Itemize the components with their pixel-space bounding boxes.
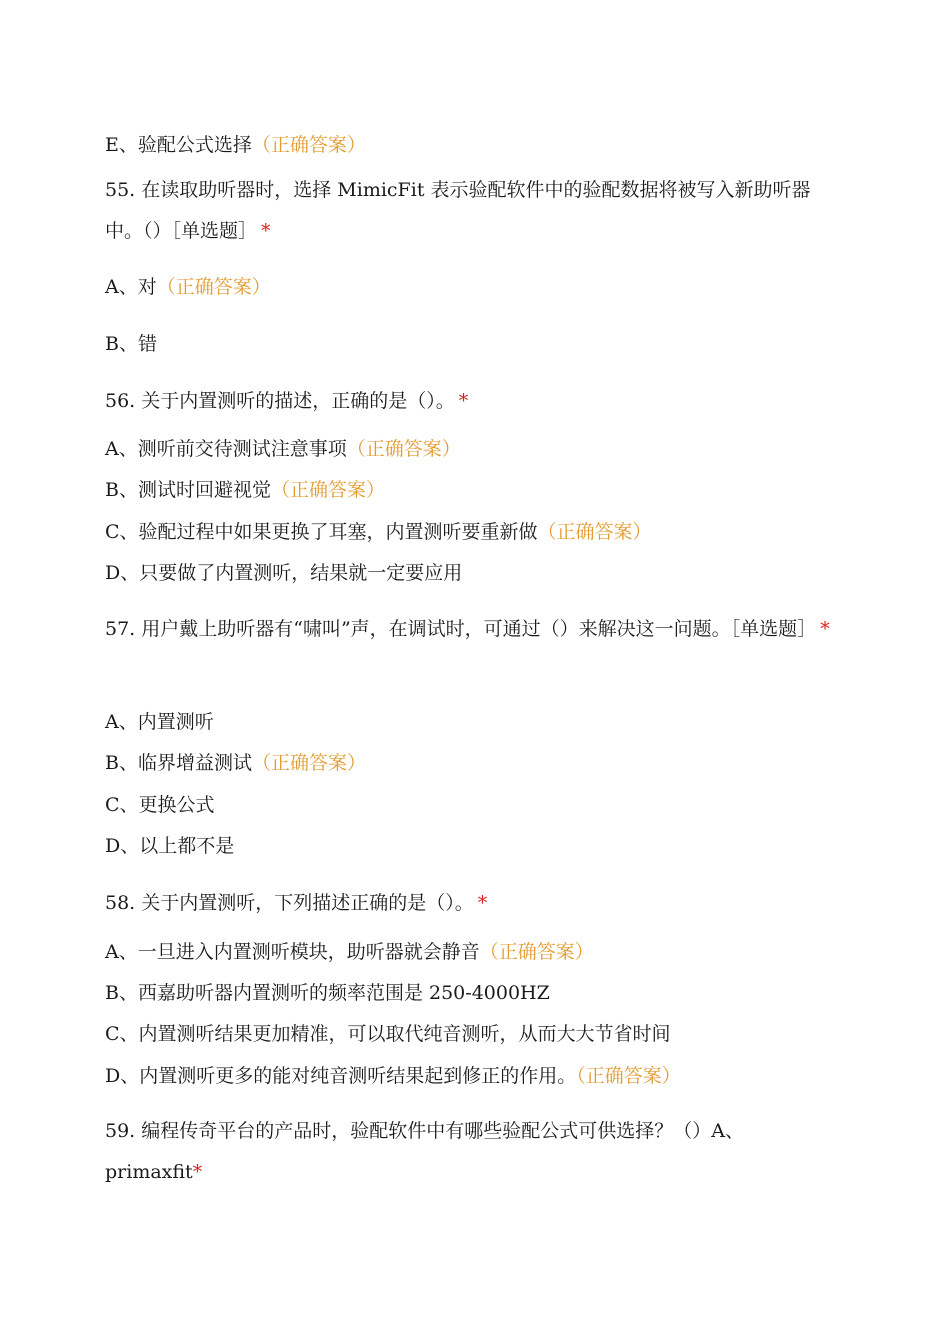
- option-56-d: [105, 561, 462, 585]
- option-text: A、测听前交待测试注意事项: [105, 438, 347, 460]
- required-asterisk: *: [261, 220, 271, 242]
- option-57-b: [105, 751, 366, 775]
- option-text: D、以上都不是: [105, 835, 235, 857]
- question-text: 59. 编程传奇平台的产品时，验配软件中有哪些验配公式可供选择？（）A、primaxfit: [105, 1120, 744, 1183]
- option-56-c: [105, 520, 652, 544]
- required-asterisk: *: [458, 390, 469, 412]
- option-text: B、临界增益测试: [105, 752, 252, 774]
- option-58-b: [105, 981, 550, 1005]
- required-asterisk: *: [820, 618, 830, 640]
- option-58-a: [105, 940, 594, 964]
- question-text: 56. 关于内置测听的描述，正确的是（）。: [105, 390, 455, 412]
- option-text: C、更换公式: [105, 794, 215, 816]
- option-prev-e: [105, 133, 366, 157]
- question-text: 58. 关于内置测听，下列描述正确的是（）。: [105, 892, 474, 914]
- required-asterisk: *: [192, 1161, 203, 1183]
- option-text: A、对: [105, 276, 157, 298]
- option-text: B、西嘉助听器内置测听的频率范围是 250-4000HZ: [105, 982, 550, 1004]
- correct-answer-marker: （正确答案）: [479, 941, 594, 963]
- question-57: [105, 609, 840, 650]
- correct-answer-marker: （正确答案）: [251, 134, 366, 156]
- correct-answer-marker: （正确答案）: [537, 521, 652, 543]
- option-text: A、一旦进入内置测听模块，助听器就会静音: [105, 941, 480, 963]
- option-55-a: [105, 275, 271, 299]
- option-57-a: [105, 710, 214, 734]
- option-56-a: [105, 437, 461, 461]
- option-text: D、内置测听更多的能对纯音测听结果起到修正的作用。: [105, 1065, 577, 1087]
- question-55: [105, 170, 840, 252]
- question-text: 55. 在读取助听器时，选择 MimicFit 表示验配软件中的验配数据将被写入新助听器中。（）［单选题］: [105, 179, 811, 242]
- option-text: C、内置测听结果更加精准，可以取代纯音测听，从而大大节省时间: [105, 1023, 671, 1045]
- correct-answer-marker: （正确答案）: [346, 438, 461, 460]
- option-58-d: [105, 1064, 681, 1088]
- option-57-c: [105, 793, 215, 817]
- correct-answer-marker: （正确答案）: [270, 479, 385, 501]
- question-58: [105, 891, 487, 915]
- required-asterisk: *: [477, 892, 488, 914]
- correct-answer-marker: （正确答案）: [251, 752, 366, 774]
- question-56: [105, 389, 468, 413]
- option-55-b: [105, 332, 157, 356]
- option-text: B、错: [105, 333, 157, 355]
- question-59: [105, 1111, 840, 1193]
- option-text: A、内置测听: [105, 711, 214, 733]
- option-text: D、只要做了内置测听，结果就一定要应用: [105, 562, 463, 584]
- correct-answer-marker: （正确答案）: [156, 276, 271, 298]
- correct-answer-marker: （正确答案）: [576, 1065, 681, 1087]
- option-57-d: [105, 834, 234, 858]
- question-text: 57. 用户戴上助听器有“啸叫”声，在调试时，可通过（）来解决这一问题。［单选题］: [105, 618, 817, 640]
- option-text: B、测试时回避视觉: [105, 479, 271, 501]
- option-58-c: [105, 1022, 671, 1046]
- option-text: C、验配过程中如果更换了耳塞，内置测听要重新做: [105, 521, 538, 543]
- option-text: E、验配公式选择: [105, 134, 252, 156]
- option-56-b: [105, 478, 385, 502]
